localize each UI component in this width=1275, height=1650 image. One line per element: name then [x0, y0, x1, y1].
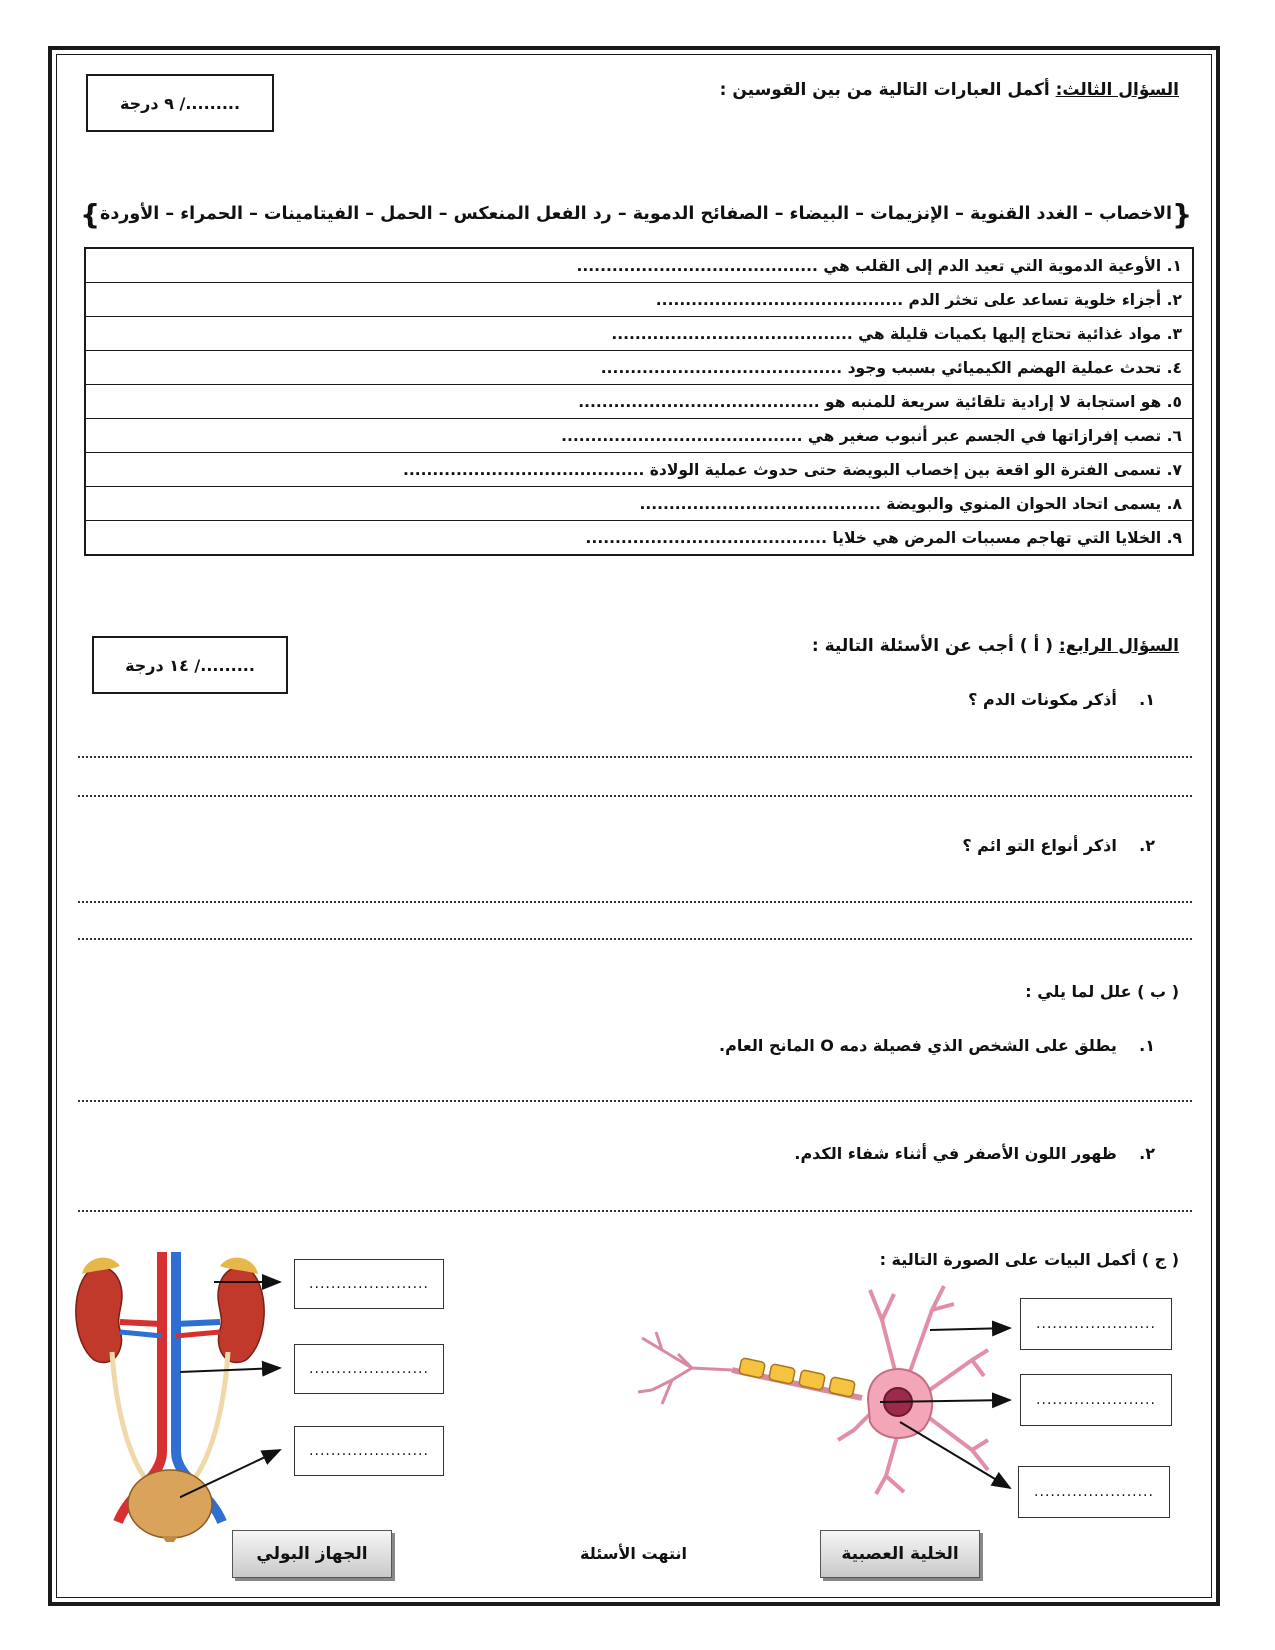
statement-6[interactable]: ٦. تصب إفرازاتها في الجسم عبر أنبوب صغير هي ......................................... — [85, 419, 1193, 453]
part-a-q2-num: ٢. — [1139, 836, 1155, 855]
answer-line[interactable] — [78, 938, 1192, 940]
statement-2[interactable]: ٢. أجزاء خلوية تساعد على تخثر الدم .......................................... — [85, 283, 1193, 317]
answer-line[interactable] — [78, 1100, 1192, 1102]
q3-score-box — [86, 74, 274, 132]
statement-3[interactable]: ٣. مواد غذائية تحتاج إليها بكميات قليلة هي ......................................... — [85, 317, 1193, 351]
part-a-q1-num: ١. — [1139, 690, 1155, 709]
word-bank-words: الاخصاب – الغدد القنوية – الإنزيمات – البيضاء – الصفائح الدموية – رد الفعل المنعكس – الحمل – الفيتامينات – الحمراء – الأوردة — [100, 204, 1173, 224]
table-row — [85, 385, 1193, 419]
neuron-label-2[interactable]: ...................... — [1020, 1374, 1172, 1426]
neuron-label-3[interactable]: ...................... — [1018, 1466, 1170, 1518]
q4-score-box — [92, 636, 288, 694]
part-a-q2-text: اذكر أنواع التو ائم ؟ — [962, 836, 1117, 855]
part-b-q2-text: ظهور اللون الأصفر في أثناء شفاء الكدم. — [794, 1144, 1117, 1163]
urinary-label-2[interactable]: ...................... — [294, 1344, 444, 1394]
word-bank-brace-open: { — [1172, 197, 1192, 231]
part-b-q1-text: يطلق على الشخص الذي فصيلة دمه O المانح العام. — [719, 1036, 1117, 1055]
neuron-arrows — [860, 1310, 1020, 1490]
table-row — [85, 351, 1193, 385]
q3-title — [720, 80, 1179, 100]
statement-7[interactable]: ٧. تسمى الفترة الو اقعة بين إخصاب البويضة حتى حدوث عملية الولادة ......................................... — [85, 453, 1193, 487]
word-bank — [80, 194, 1192, 234]
statement-9[interactable]: ٩. الخلايا التي تهاجم مسببات المرض هي خلايا ......................................... — [85, 521, 1193, 556]
part-a-question-1 — [968, 690, 1155, 709]
part-b-q2-num: ٢. — [1139, 1144, 1155, 1163]
part-b-q1-num: ١. — [1139, 1036, 1155, 1055]
part-a-q1-text: أذكر مكونات الدم ؟ — [968, 690, 1117, 709]
q4-title-instruction: ( أ ) أجب عن الأسئلة التالية : — [811, 636, 1059, 656]
urinary-arrows — [180, 1262, 290, 1522]
answer-line[interactable] — [78, 795, 1192, 797]
urinary-label-1[interactable]: ...................... — [294, 1259, 444, 1309]
table-row — [85, 317, 1193, 351]
q4-title-label: السؤال الرابع: — [1058, 636, 1179, 656]
answer-line[interactable] — [78, 1210, 1192, 1212]
neuron-caption: الخلية العصبية — [820, 1530, 980, 1578]
urinary-label-3[interactable]: ...................... — [294, 1426, 444, 1476]
statement-1[interactable]: ١. الأوعية الدموية التي تعيد الدم إلى القلب هي ......................................... — [85, 248, 1193, 283]
statement-4[interactable]: ٤. تحدث عملية الهضم الكيميائي بسبب وجود ......................................... — [85, 351, 1193, 385]
statement-5[interactable]: ٥. هو استجابة لا إرادية تلقائية سريعة للمنبه هو ......................................... — [85, 385, 1193, 419]
table-row — [85, 453, 1193, 487]
neuron-label-1[interactable]: ...................... — [1020, 1298, 1172, 1350]
part-b-title: ( ب ) علل لما يلي : — [1025, 982, 1179, 1001]
table-row — [85, 283, 1193, 317]
word-bank-brace-close: } — [80, 197, 100, 231]
q4-title — [812, 636, 1179, 656]
answer-line[interactable] — [78, 901, 1192, 903]
q4-score: ........./ ١٤ درجة — [125, 655, 255, 675]
q3-score: ........./ ٩ درجة — [119, 93, 241, 113]
table-row — [85, 419, 1193, 453]
statement-8[interactable]: ٨. يسمى اتحاد الحوان المنوي والبويضة ......................................... — [85, 487, 1193, 521]
part-b-question-2 — [794, 1144, 1155, 1163]
answer-line[interactable] — [78, 756, 1192, 758]
q3-statements-table — [84, 247, 1194, 556]
q3-title-instruction: أكمل العبارات التالية من بين القوسين : — [719, 80, 1056, 100]
table-row — [85, 521, 1193, 556]
q3-title-label: السؤال الثالث: — [1055, 80, 1179, 100]
end-of-questions-note: انتهت الأسئلة — [580, 1544, 687, 1563]
part-c-title: ( ج ) أكمل البيات على الصورة التالية : — [879, 1250, 1179, 1269]
table-row — [85, 487, 1193, 521]
part-a-question-2 — [962, 836, 1155, 855]
urinary-system-caption: الجهاز البولي — [232, 1530, 392, 1578]
table-row — [85, 248, 1193, 283]
part-b-question-1 — [719, 1036, 1155, 1055]
